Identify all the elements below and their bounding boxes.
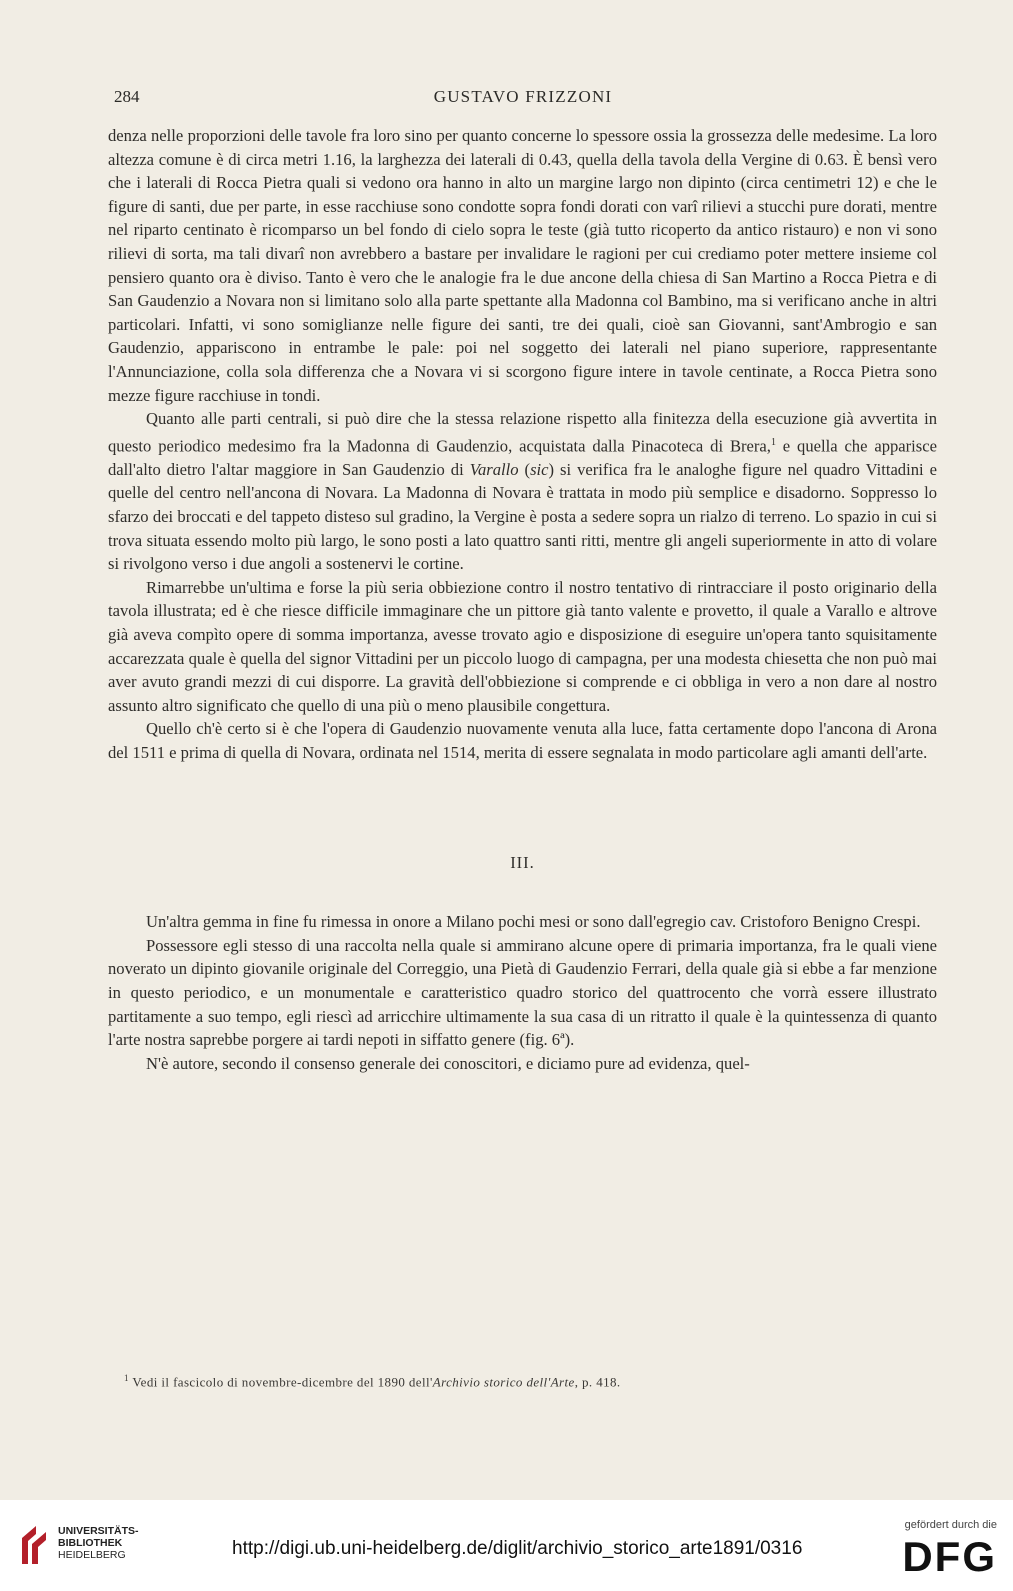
footnote: $^1$ Vedi il fascicolo di novembre-dicembre del 1890 dell'Archivio storico dell'Arte, p. 418.: [124, 1373, 621, 1390]
library-logo-icon: [18, 1524, 52, 1566]
paragraph: Un'altra gemma in fine fu rimessa in onore a Milano pochi mesi or sono dall'egregio cav. Cristoforo Benigno Crespi.: [146, 912, 921, 932]
paragraph: Possessore egli stesso di una raccolta nella quale si ammirano alcune opere di primaria importanza, fra le quali viene noverato un dipinto giovanile originale del Correggio, una Pietà di Gaudenzio Ferrari, della quale già si ebbe a far menzione in questo periodico, e un monumentale e caratteristico quadro storico del quattrocento che vorrà essere illustrato partitamente a suo tempo, egli riescì ad arricchire ultimamente la sua casa di un ritratto il quale è la quintessenza di quanto l'arte nostra saprebbe porgere ai tardi nepoti in siffatto genere (fig. 6ª).: [108, 935, 937, 1050]
footnote-reference[interactable]: 1: [770, 436, 776, 448]
paragraph: Rimarrebbe un'ultima e forse la più seria obbiezione contro il nostro tentativo di rintracciare il posto originario della tavola illustrata; ed è che riesce difficile immaginare che un pittore già tanto valente e provetto, il quale a Varallo e altrove già aveva compìto opere di somma importanza, avesse trovato agio e disposizione di eseguire un'opera tanto squisitamente accarezzata quale è quella del signor Vittadini per un piccolo luogo di campagna, per una modesta chiesetta che non può mai aver avuto grandi mezzi di cui disporre. La gravità dell'obbiezione si comprende e ci obbliga in vero a non dare al nostro assunto altro significato che quello di una più o meno plausibile congettura.: [108, 577, 937, 715]
section-heading: III.: [510, 852, 535, 872]
paragraph: Quanto alle parti centrali, si può dire che la stessa relazione rispetto alla finitezza della esecuzione già avvertita in questo periodico medesimo fra la Madonna di Gaudenzio, acquistata dalla Pinacoteca di Brera,$^1$ e quella che apparisce dall'alto dietro l'altar maggiore in San Gaudenzio di Varallo (sic) si verifica fra le analoghe figure nel quadro Vittadini e quelle del centro nell'ancona di Novara. La Madonna di Novara è trattata in modo più semplice e disadorno. Soppresso lo sfarzo dei broccati e del tappeto disteso sul gradino, la Vergine è posta a sedere sopra un rialzo di terreno. Lo spazio in cui si trova situata essendo molto più largo, le sono posti a lato quattro santi ritti, mentre gli angeli superiormente in atto di volare si rivolgono verso i due angoli a sostenervi le cortine.: [108, 409, 937, 574]
paragraph: N'è autore, secondo il consenso generale dei conoscitori, e diciamo pure ad evidenza, quel-: [146, 1053, 750, 1073]
page-number: 284: [114, 87, 140, 106]
library-name: UNIVERSITÄTS- BIBLIOTHEK HEIDELBERG: [58, 1525, 139, 1561]
dfg-logo: DFG: [902, 1533, 997, 1580]
paragraph: Quello ch'è certo si è che l'opera di Gaudenzio nuovamente venuta alla luce, fatta certamente dopo l'ancona di Arona del 1511 e prima di quella di Novara, ordinata nel 1514, merita di essere segnalata in modo particolare agli amanti dell'arte.: [108, 719, 937, 762]
funded-by-label: gefördert durch die: [904, 1519, 997, 1531]
viewer-footer: [0, 1500, 1013, 1591]
permalink-url[interactable]: http://digi.ub.uni-heidelberg.de/diglit/archivio_storico_arte1891/0316: [232, 1538, 803, 1559]
running-header: [110, 87, 936, 111]
running-title: GUSTAVO FRIZZONI: [433, 87, 613, 106]
article-body: [108, 124, 937, 1075]
paragraph: denza nelle proporzioni delle tavole fra loro sino per quanto concerne lo spessore ossia la grossezza delle medesime. La loro altezza comune è di circa metri 1.16, la larghezza dei laterali di 0.43, quella della tavola della Vergine di 0.63. È bensì vero che i laterali di Rocca Pietra quali si vedono ora hanno in alto un margine largo non dipinto (circa centimetri 12) e che le figure di santi, due per parte, in esse racchiuse sono condotte sopra fondi dorati con varî rilievi a stucchi pure dorati, mentre nel riparto centinato è ricomparso un bel fondo di cielo sopra le teste (già tutto ricoperto da antico ristauro) e non vi sono rilievi di sorta, ma tali divarî non avrebbero a bastare per invalidare le ragioni per cui crediamo poter mettere insieme col pensiero quanto ora è diviso. Tanto è vero che le analogie fra le due ancone della chiesa di San Martino a Rocca Pietra e di San Gaudenzio a Novara non si limitano solo alla parte spettante alla Madonna col Bambino, ma si verificano anche in altri particolari. Infatti, vi sono somiglianze nelle figure dei santi, tre dei quali, cioè san Giovanni, sant'Ambrogio e san Gaudenzio, appariscono in entrambe le pale: poi nel soggetto dei laterali nel piano superiore, rappresentante l'Annunciazione, colla sola differenza che a Novara vi si scorgono figure intere in tavole centinate, a Rocca Pietra sono mezze figure racchiuse in tondi.: [108, 126, 937, 405]
footnote-mark: 1: [124, 1373, 129, 1383]
